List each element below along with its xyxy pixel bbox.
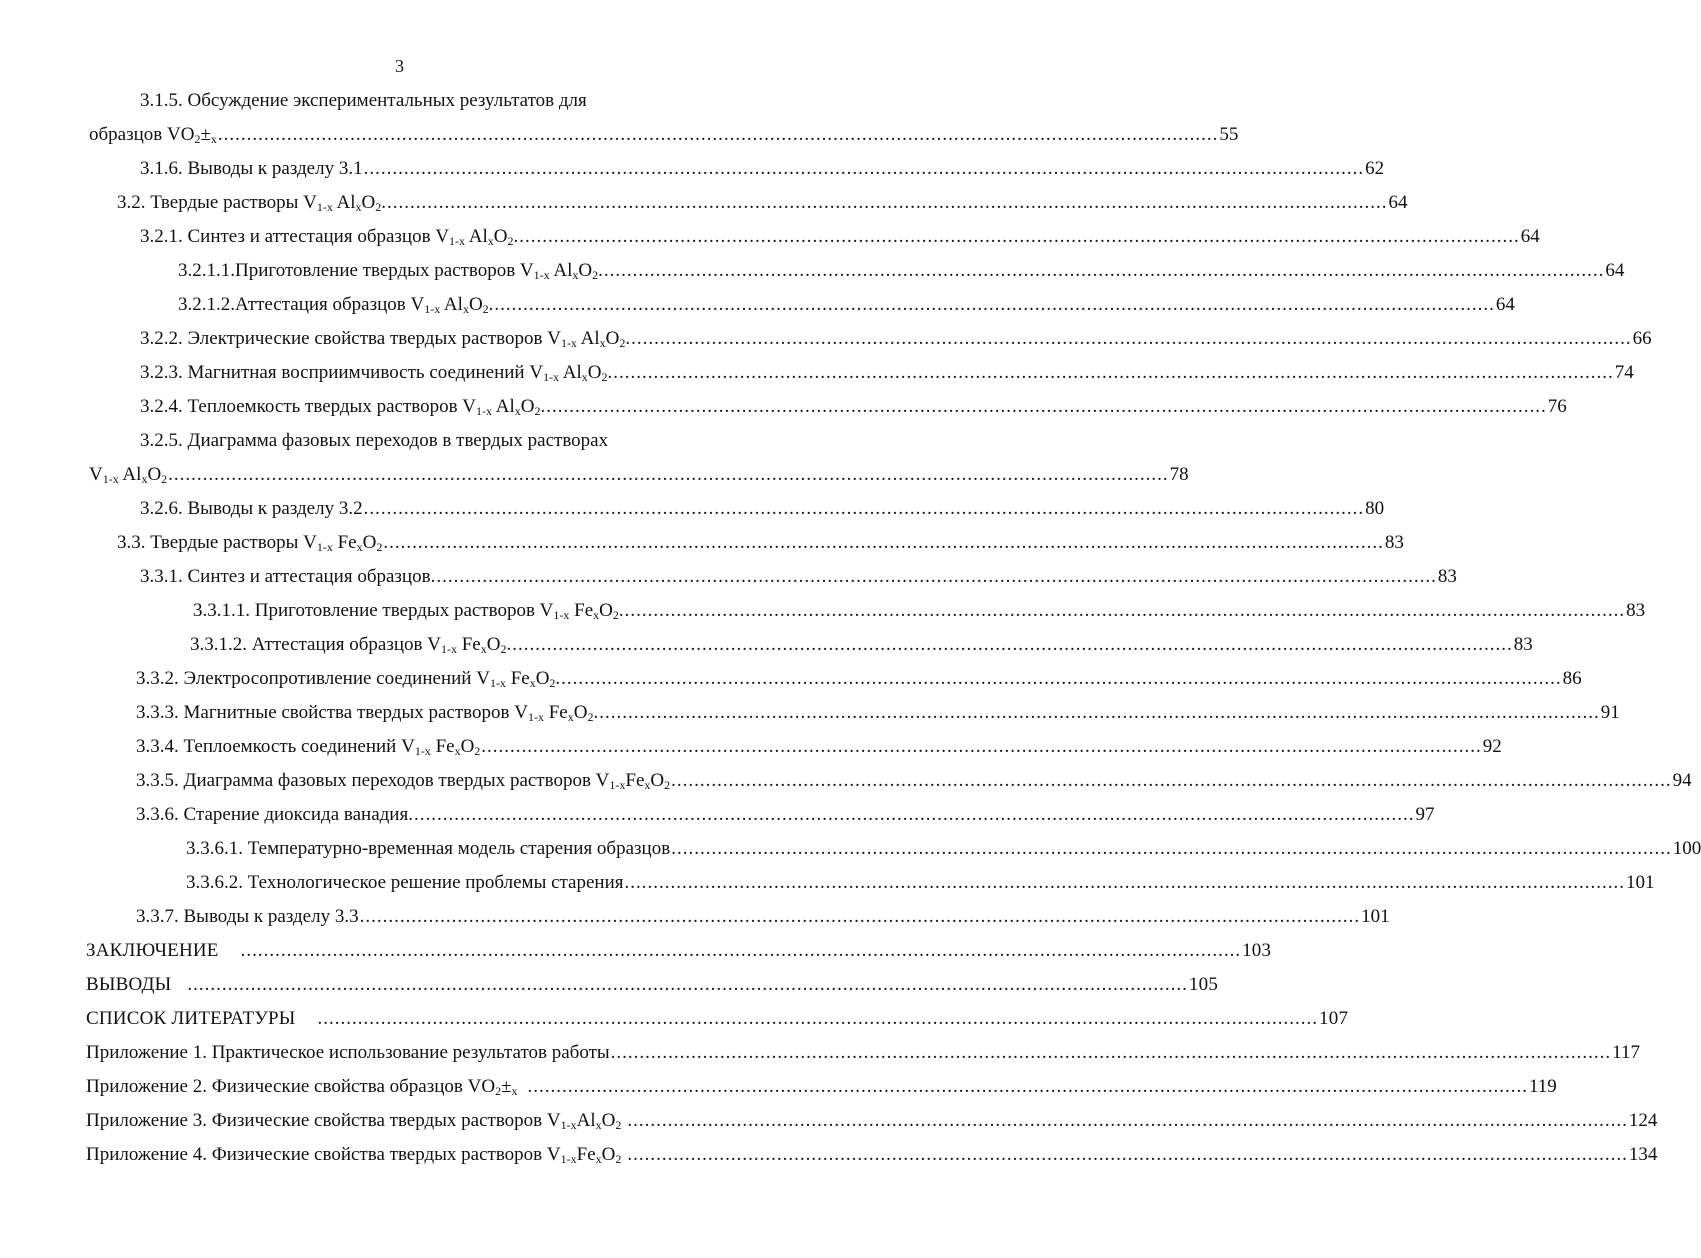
dot-leader: .............................................................................................................................................................................. xyxy=(627,1144,1628,1165)
toc-entry-title: 3.2.4. Теплоемкость твердых растворов $V_{1-x}$ $Al_xO_2$. xyxy=(140,396,546,418)
toc-entry-title: 3.3.6.2. Технологическое решение проблемы старения xyxy=(186,872,624,893)
toc-entry-title: 3.3.1.2. Аттестация образцов $V_{1-x}$ $Fe_xO_2$. xyxy=(190,634,512,656)
dot-leader: .............................................................................................................................................................................. xyxy=(613,362,1614,383)
toc-entry xyxy=(136,768,1692,794)
toc-entry-title: $V_{1-x}$ $Al_xO_2$ xyxy=(89,464,168,486)
toc-entry-title: ВЫВОДЫ xyxy=(86,974,172,995)
toc-page-number: 117 xyxy=(1612,1042,1640,1063)
toc-page-number: 134 xyxy=(1628,1144,1658,1165)
toc-entry xyxy=(140,428,640,454)
toc-entry-title: 3.3. Твердые растворы $V_{1-x}$ $Fe_xO_2$ xyxy=(117,532,383,554)
toc-entry xyxy=(193,598,1646,624)
toc-page-number: 83 xyxy=(1626,600,1646,621)
toc-entry xyxy=(140,360,1634,386)
toc-entry xyxy=(140,496,1385,522)
toc-entry xyxy=(140,326,1652,352)
toc-entry-title: 3.3.7. Выводы к разделу 3.3 xyxy=(136,906,359,927)
dot-leader: .............................................................................................................................................................................. xyxy=(512,634,1513,655)
toc-entry xyxy=(136,802,1435,828)
toc-entry-title: 3.3.1. Синтез и аттестация образцов. xyxy=(140,566,436,587)
toc-entry-title: Приложение 3. Физические свойства твердых растворов $V_{1-x}Al_xO_2$ xyxy=(86,1110,622,1132)
toc-entry-title: 3.3.2. Электросопротивление соединений $V_{1-x}$ $Fe_xO_2$. xyxy=(136,668,561,690)
toc-page-number: 94 xyxy=(1672,770,1692,791)
toc-entry xyxy=(140,156,1385,182)
toc-page-number: 78 xyxy=(1169,464,1189,485)
dot-leader: .............................................................................................................................................................................. xyxy=(627,1110,1628,1131)
toc-page-number: 76 xyxy=(1547,396,1567,417)
dot-leader: .............................................................................................................................................................................. xyxy=(671,838,1672,859)
toc-entry-title: 3.3.5. Диаграмма фазовых переходов твердых растворов $V_{1-x}Fe_xO_2$ xyxy=(136,770,671,792)
toc-page-number: 101 xyxy=(1626,872,1655,893)
toc-entry xyxy=(136,666,1582,692)
toc-entry-title: 3.3.4. Теплоемкость соединений $V_{1-x}$ $Fe_xO_2$ xyxy=(136,736,481,758)
toc-page-number: 119 xyxy=(1529,1076,1557,1097)
dot-leader: .............................................................................................................................................................................. xyxy=(671,770,1672,791)
page-number: 3 xyxy=(395,56,404,76)
toc-entry xyxy=(86,1108,1658,1134)
dot-leader: .............................................................................................................................................................................. xyxy=(387,192,1388,213)
toc-entry xyxy=(140,564,1457,590)
dot-leader: .............................................................................................................................................................................. xyxy=(168,464,1169,485)
toc-page-number: 103 xyxy=(1242,940,1272,961)
toc-page-number: 64 xyxy=(1495,294,1515,315)
dot-leader: .............................................................................................................................................................................. xyxy=(436,566,1437,587)
toc-entry xyxy=(140,394,1567,420)
toc-entry xyxy=(89,462,1189,488)
toc-entry xyxy=(178,292,1515,318)
toc-entry-title: СПИСОК ЛИТЕРАТУРЫ xyxy=(86,1008,296,1029)
toc-entry xyxy=(86,972,1219,998)
dot-leader: .............................................................................................................................................................................. xyxy=(631,328,1632,349)
dot-leader: .............................................................................................................................................................................. xyxy=(519,226,1520,247)
dot-leader: .............................................................................................................................................................................. xyxy=(363,498,1365,519)
toc-entry-title: 3.2. Твердые растворы $V_{1-x}$ $Al_xO_2$. xyxy=(117,192,387,214)
toc-page-number: 55 xyxy=(1219,124,1239,145)
toc-entry-title: 3.3.3. Магнитные свойства твердых растворов $V_{1-x}$ $Fe_xO_2$. xyxy=(136,702,599,724)
dot-leader: .............................................................................................................................................................................. xyxy=(413,804,1415,825)
dot-leader: .............................................................................................................................................................................. xyxy=(359,906,1361,927)
dot-leader: .............................................................................................................................................................................. xyxy=(240,940,1242,961)
dot-leader: .............................................................................................................................................................................. xyxy=(494,294,1495,315)
toc-entry xyxy=(136,734,1502,760)
toc-page-number: 64 xyxy=(1520,226,1540,247)
toc-page-number: 62 xyxy=(1365,158,1385,179)
toc-entry-title: 3.2.1. Синтез и аттестация образцов $V_{1-x}$ $Al_xO_2$. xyxy=(140,226,519,248)
dot-leader: .............................................................................................................................................................................. xyxy=(624,872,1625,893)
toc-page-number: 86 xyxy=(1562,668,1582,689)
dot-leader: .............................................................................................................................................................................. xyxy=(610,1042,1612,1063)
toc-page-number: 64 xyxy=(1605,260,1625,281)
toc-page-number: 83 xyxy=(1384,532,1404,553)
toc-page-number: 100 xyxy=(1672,838,1701,859)
toc-page-number: 64 xyxy=(1388,192,1408,213)
toc-page-number: 74 xyxy=(1614,362,1634,383)
toc-entry-title: Приложение 4. Физические свойства твердых растворов $V_{1-x}Fe_xO_2$ xyxy=(86,1144,622,1166)
toc-page-number: 66 xyxy=(1632,328,1652,349)
toc-entry xyxy=(86,1142,1658,1168)
toc-entry xyxy=(86,1006,1349,1032)
toc-page-number: 80 xyxy=(1365,498,1385,519)
dot-leader: .............................................................................................................................................................................. xyxy=(599,702,1600,723)
toc-entry-title: образцов $VO_2\pm_x$ xyxy=(89,124,217,146)
dot-leader: .............................................................................................................................................................................. xyxy=(527,1076,1529,1097)
toc-entry-title: 3.2.1.2.Аттестация образцов $V_{1-x}$ $Al_xO_2$. xyxy=(178,294,494,316)
toc-entry xyxy=(86,1040,1640,1066)
toc-entry xyxy=(178,258,1625,284)
toc-entry-title: 3.1.5. Обсуждение экспериментальных результатов для xyxy=(140,90,587,111)
toc-page-number: 91 xyxy=(1600,702,1620,723)
toc-entry xyxy=(140,88,620,114)
toc-entry xyxy=(117,530,1404,556)
dot-leader: .............................................................................................................................................................................. xyxy=(603,260,1605,281)
toc-entry-title: 3.3.6. Старение диоксида ванадия. xyxy=(136,804,413,825)
toc-entry-title: 3.3.1.1. Приготовление твердых растворов $V_{1-x}$ $Fe_xO_2$. xyxy=(193,600,624,622)
toc-page-number: 97 xyxy=(1415,804,1435,825)
toc-page-number: 124 xyxy=(1628,1110,1658,1131)
dot-leader: .............................................................................................................................................................................. xyxy=(187,974,1188,995)
toc-entry-title: Приложение 2. Физические свойства образцов $VO_2\pm_x$ xyxy=(86,1076,518,1098)
toc-page-number: 83 xyxy=(1513,634,1533,655)
toc-entry-title: 3.1.6. Выводы к разделу 3.1 xyxy=(140,158,363,179)
toc-entry-title: 3.2.1.1.Приготовление твердых растворов $V_{1-x}$ $Al_xO_2$. xyxy=(178,260,603,282)
toc-entry xyxy=(117,190,1408,216)
toc-entry xyxy=(186,836,1701,862)
toc-entry xyxy=(186,870,1655,896)
toc-entry xyxy=(89,122,1239,148)
toc-entry xyxy=(136,904,1390,930)
dot-leader: .............................................................................................................................................................................. xyxy=(624,600,1626,621)
dot-leader: .............................................................................................................................................................................. xyxy=(561,668,1562,689)
toc-entry xyxy=(190,632,1533,658)
toc-entry-title: 3.2.5. Диаграмма фазовых переходов в твердых растворах xyxy=(140,430,609,451)
toc-entry-title: 3.2.6. Выводы к разделу 3.2 xyxy=(140,498,363,519)
toc-entry-title: 3.3.6.1. Температурно-временная модель старения образцов xyxy=(186,838,671,859)
toc-page-number: 105 xyxy=(1188,974,1219,995)
dot-leader: .............................................................................................................................................................................. xyxy=(481,736,1482,757)
toc-entry-title: Приложение 1. Практическое использование результатов работы xyxy=(86,1042,610,1063)
toc-entry xyxy=(136,700,1620,726)
dot-leader: .............................................................................................................................................................................. xyxy=(363,158,1365,179)
toc-entry-title: 3.2.3. Магнитная восприимчивость соединений $V_{1-x}$ $Al_xO_2$. xyxy=(140,362,613,384)
toc-page-number: 107 xyxy=(1319,1008,1349,1029)
dot-leader: .............................................................................................................................................................................. xyxy=(317,1008,1319,1029)
dot-leader: .............................................................................................................................................................................. xyxy=(383,532,1384,553)
toc-entry xyxy=(140,224,1540,250)
dot-leader: .............................................................................................................................................................................. xyxy=(546,396,1547,417)
dot-leader: .............................................................................................................................................................................. xyxy=(217,124,1219,145)
toc-entry xyxy=(86,938,1272,964)
toc-entry-title: ЗАКЛЮЧЕНИЕ xyxy=(86,940,219,961)
toc-entry-title: 3.2.2. Электрические свойства твердых растворов $V_{1-x}$ $Al_xO_2$. xyxy=(140,328,631,350)
toc-page-number: 83 xyxy=(1437,566,1457,587)
toc-page-number: 101 xyxy=(1361,906,1390,927)
toc-page-number: 92 xyxy=(1482,736,1502,757)
toc-entry xyxy=(86,1074,1557,1100)
